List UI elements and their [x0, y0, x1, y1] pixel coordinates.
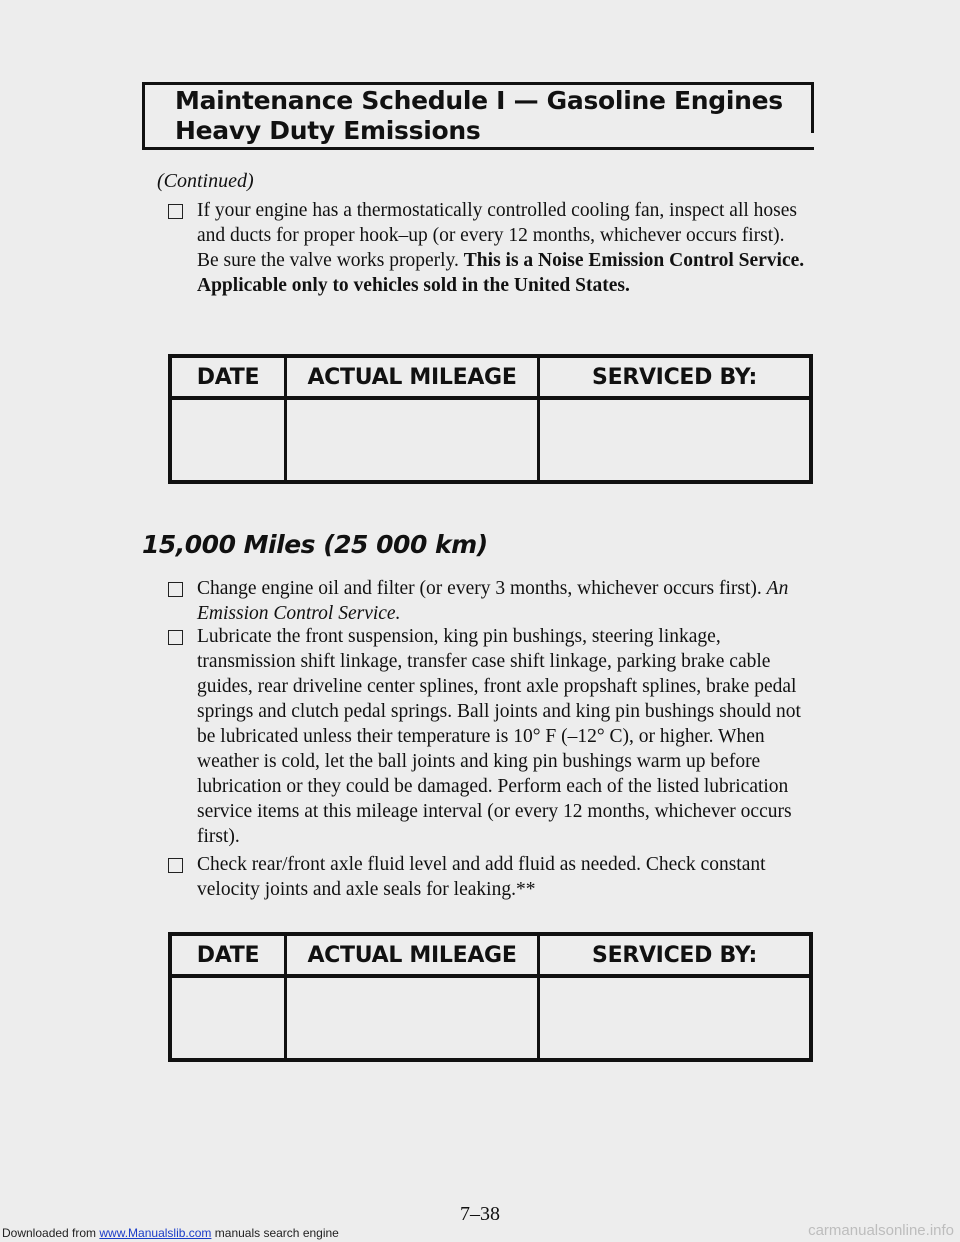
column-header-serviced-by: SERVICED BY: [539, 356, 812, 398]
mileage-cell[interactable] [286, 398, 539, 482]
checkbox-icon[interactable] [168, 582, 183, 597]
column-header-date: DATE [170, 934, 286, 976]
column-header-date: DATE [170, 356, 286, 398]
checkbox-icon[interactable] [168, 204, 183, 219]
section-heading: 15,000 Miles (25 000 km) [142, 530, 488, 559]
list-item [197, 852, 807, 902]
watermark: carmanualsonline.info [808, 1222, 954, 1239]
date-cell[interactable] [170, 976, 286, 1060]
serviced-by-cell[interactable] [539, 976, 812, 1060]
download-footer [2, 1226, 339, 1240]
date-cell[interactable] [170, 398, 286, 482]
item-bold-text: This is a Noise Emission Control Service. Applicable only to vehicles sold in the United States. [197, 250, 805, 296]
serviced-by-cell[interactable] [539, 398, 812, 482]
column-header-serviced-by: SERVICED BY: [539, 934, 812, 976]
page-title: Maintenance Schedule I — Gasoline Engines Heavy Duty Emissions [175, 86, 783, 145]
checkbox-icon[interactable] [168, 630, 183, 645]
page-number: 7–38 [460, 1203, 500, 1225]
list-item [197, 576, 807, 626]
item-italic-text: An Emission Control Service. [197, 578, 789, 624]
service-record-table [168, 354, 813, 484]
footer-suffix: manuals search engine [211, 1226, 339, 1240]
checkbox-icon[interactable] [168, 858, 183, 873]
column-header-mileage: ACTUAL MILEAGE [286, 934, 539, 976]
list-item [197, 198, 807, 298]
item-text: Check rear/front axle fluid level and add fluid as needed. Check constant velocity joints and axle seals for leaking.** [197, 854, 766, 900]
service-record-table [168, 932, 813, 1062]
item-text: Lubricate the front suspension, king pin bushings, steering linkage, transmission shift linkage, transfer case shift linkage, parking brake cable guides, rear driveline center splines, front axle propshaft splines, brake pedal springs and clutch pedal springs. Ball joints and king pin bushings should not be lubricated unless their temperature is 10° F (–12° C), or higher. When weather is cold, let the ball joints and king pin bushings warm up before lubrication or they could be damaged. Perform each of the listed lubrication service items at this mileage interval (or every 12 months, whichever occurs first). [197, 626, 801, 847]
continued-label: (Continued) [157, 170, 254, 192]
footer-prefix: Downloaded from [2, 1226, 100, 1240]
manualslib-link[interactable]: www.Manualslib.com [99, 1226, 212, 1240]
item-text: Change engine oil and filter (or every 3 months, whichever occurs first). [197, 578, 767, 599]
item-text: If your engine has a thermostatically controlled cooling fan, inspect all hoses and ducts for proper hook–up (or every 12 months, whichever occurs first). Be sure the valve works properly. [197, 200, 797, 271]
mileage-cell[interactable] [286, 976, 539, 1060]
list-item [197, 624, 807, 849]
column-header-mileage: ACTUAL MILEAGE [286, 356, 539, 398]
